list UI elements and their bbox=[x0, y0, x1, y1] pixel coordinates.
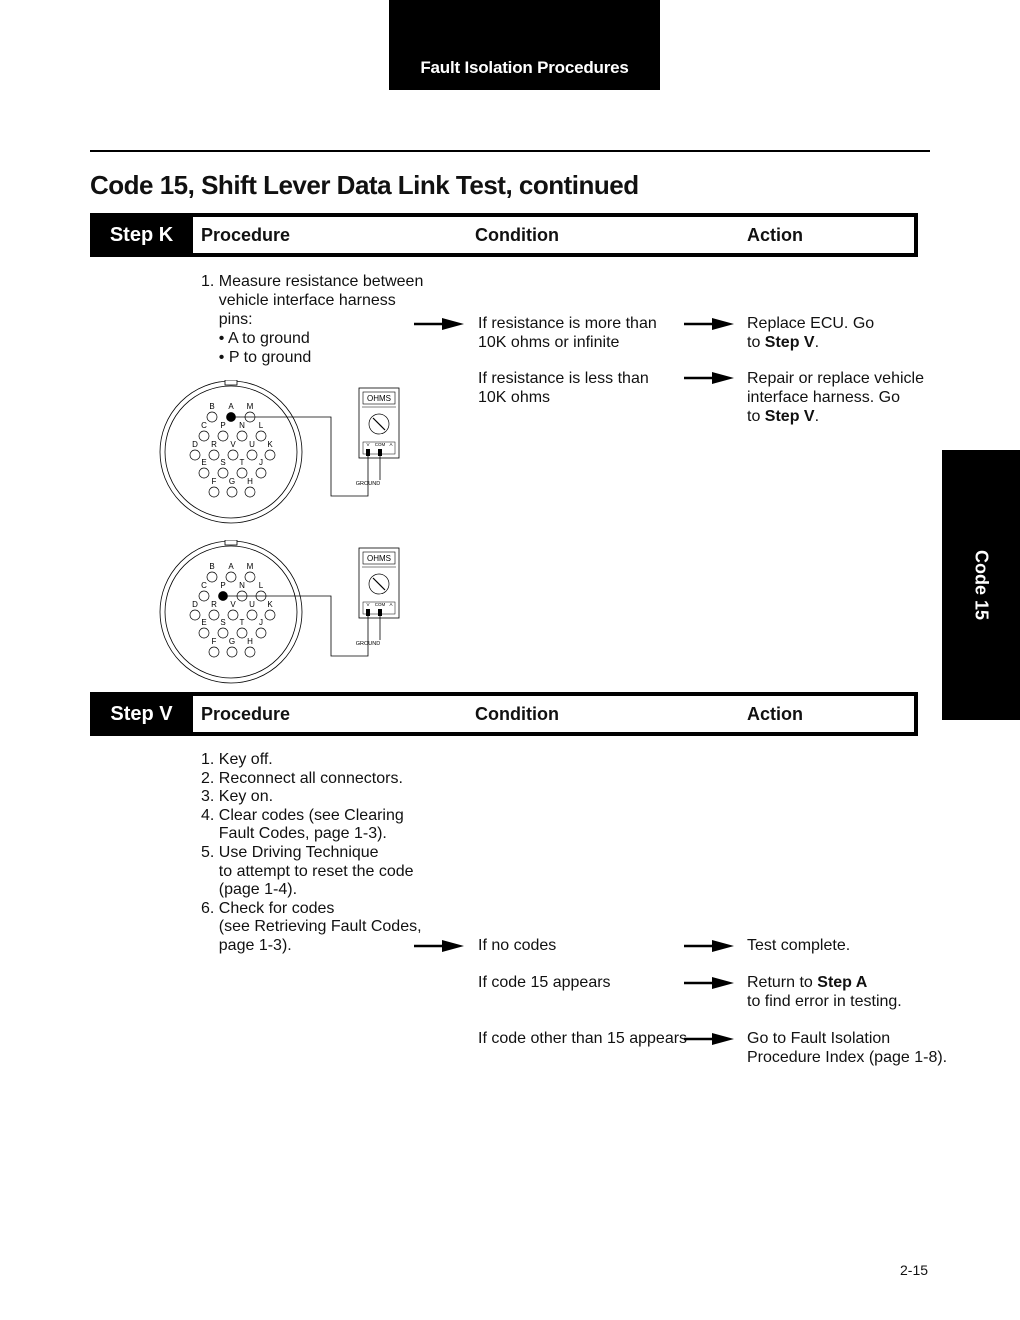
pin-label-p: P bbox=[220, 581, 226, 590]
connector-pin-h bbox=[245, 487, 255, 497]
probe-v-jack bbox=[366, 449, 370, 456]
pin-label-n: N bbox=[239, 581, 245, 590]
ohmmeter-label: OHMS bbox=[367, 394, 391, 403]
pin-label-f: F bbox=[211, 477, 217, 486]
terminal-com-label: COM bbox=[374, 602, 386, 607]
arrow-icon bbox=[684, 1033, 734, 1045]
step-v-condition-1: If no codes bbox=[478, 937, 557, 954]
pin-label-u: U bbox=[249, 600, 255, 609]
page-title: Code 15, Shift Lever Data Link Test, continued bbox=[90, 170, 639, 200]
pin-label-h: H bbox=[247, 637, 253, 646]
connector-diagram-p-to-ground bbox=[155, 540, 415, 685]
connector-pin-s bbox=[218, 628, 228, 638]
connector-pin-n bbox=[237, 431, 247, 441]
step-k-action-1-text: Replace ECU. Go to bbox=[747, 315, 875, 351]
connector-diagram-a-to-ground bbox=[155, 380, 415, 525]
step-v-header bbox=[90, 692, 918, 736]
connector-pin-k bbox=[265, 610, 275, 620]
pin-label-r: R bbox=[211, 440, 217, 449]
pin-label-g: G bbox=[228, 637, 236, 646]
connector-pin-e bbox=[199, 468, 209, 478]
connector-pin-l bbox=[256, 431, 266, 441]
pin-label-t: T bbox=[239, 458, 245, 467]
pin-label-e: E bbox=[201, 618, 207, 627]
connector-pin-m bbox=[245, 572, 255, 582]
pin-label-m: M bbox=[246, 402, 254, 411]
side-code-label: Code 15 bbox=[971, 549, 992, 621]
arrow-icon bbox=[684, 977, 734, 989]
pin-label-h: H bbox=[247, 477, 253, 486]
condition-column-header: Condition bbox=[475, 703, 559, 724]
connector-pin-g bbox=[227, 647, 237, 657]
connector-pin-e bbox=[199, 628, 209, 638]
pin-label-t: T bbox=[239, 618, 245, 627]
connector-pin-t bbox=[237, 628, 247, 638]
pin-label-c: C bbox=[201, 581, 207, 590]
step-v-action-3: Go to Fault Isolation Procedure Index (page 1-8). bbox=[747, 1030, 948, 1066]
connector-pin-f bbox=[209, 647, 219, 657]
pin-label-g: G bbox=[228, 477, 236, 486]
condition-column-header: Condition bbox=[475, 224, 559, 245]
pin-label-d: D bbox=[192, 600, 198, 609]
step-k-action-2-text: Repair or replace vehicle interface harness. Go to bbox=[747, 370, 924, 425]
pin-label-k: K bbox=[267, 600, 273, 609]
ground-label: GROUND bbox=[355, 481, 381, 487]
step-k-condition-2: If resistance is less than 10K ohms bbox=[478, 370, 649, 406]
connector-pin-d bbox=[190, 610, 200, 620]
pin-label-j: J bbox=[259, 458, 263, 467]
arrow-icon bbox=[414, 940, 464, 952]
terminal-com-label: COM bbox=[374, 442, 386, 447]
step-k-condition-1: If resistance is more than 10K ohms or infinite bbox=[478, 315, 657, 351]
page-number: 2-15 bbox=[900, 1262, 929, 1278]
connector-pin-t bbox=[237, 468, 247, 478]
connector-pin-d bbox=[190, 450, 200, 460]
step-k-header bbox=[90, 213, 918, 257]
connector-pin-p bbox=[219, 592, 228, 601]
pin-label-r: R bbox=[211, 600, 217, 609]
ohmmeter-label: OHMS bbox=[367, 554, 391, 563]
step-a-link[interactable]: Step A bbox=[817, 974, 868, 991]
step-v-condition-2: If code 15 appears bbox=[478, 974, 611, 991]
step-v-action-2 bbox=[747, 973, 902, 1011]
action-column-header: Action bbox=[747, 224, 803, 245]
step-v-procedure: 1. Key off. 2. Reconnect all connectors. 3. Key on. 4. Clear codes (see Clearing Fault Codes, page 1-3). 5. Use Driving Technique to attempt to reset the code (page 1-4). 6. Check for codes (see Retrieving Fault Codes, page 1-3). bbox=[201, 751, 422, 954]
connector-key bbox=[225, 380, 237, 385]
connector-pin-k bbox=[265, 450, 275, 460]
connector-pin-c bbox=[199, 591, 209, 601]
pin-label-s: S bbox=[220, 458, 226, 467]
step-k-procedure: 1. Measure resistance between vehicle interface harness pins: • A to ground • P to ground bbox=[201, 273, 424, 366]
connector-key bbox=[225, 540, 237, 545]
pin-label-j: J bbox=[259, 618, 263, 627]
procedure-column-header: Procedure bbox=[201, 224, 291, 245]
probe-com-jack bbox=[378, 449, 382, 456]
ground-label: GROUND bbox=[355, 641, 381, 647]
pin-label-b: B bbox=[209, 402, 215, 411]
step-k-action-2 bbox=[747, 369, 924, 426]
terminal-v-label: V bbox=[366, 602, 370, 607]
connector-pin-a bbox=[227, 413, 236, 422]
side-code-tab bbox=[942, 450, 1020, 720]
procedure-column-header: Procedure bbox=[201, 703, 291, 724]
connector-pin-g bbox=[227, 487, 237, 497]
step-k-action-1-end: . bbox=[814, 334, 820, 351]
connector-pin-u bbox=[247, 610, 257, 620]
pin-label-s: S bbox=[220, 618, 226, 627]
step-v-label: Step V bbox=[110, 702, 173, 725]
connector-pin-r bbox=[209, 450, 219, 460]
action-column-header: Action bbox=[747, 703, 803, 724]
step-v-condition-3: If code other than 15 appears bbox=[478, 1030, 688, 1047]
terminal-a-label: A bbox=[389, 442, 393, 447]
step-v-action-2-end: to find error in testing. bbox=[747, 993, 902, 1010]
section-header-label: Fault Isolation Procedures bbox=[420, 58, 629, 77]
terminal-a-label: A bbox=[389, 602, 393, 607]
arrow-icon bbox=[684, 318, 734, 330]
probe-v-jack bbox=[366, 609, 370, 616]
connector-pin-b bbox=[207, 412, 217, 422]
connector-pin-c bbox=[199, 431, 209, 441]
connector-pin-p bbox=[218, 431, 228, 441]
connector-pin-v bbox=[228, 450, 238, 460]
connector-pin-j bbox=[256, 468, 266, 478]
pin-label-a: A bbox=[228, 402, 234, 411]
connector-pin-a bbox=[226, 572, 236, 582]
probe-com-jack bbox=[378, 609, 382, 616]
pin-label-n: N bbox=[239, 421, 245, 430]
step-v-action-2-text: Return to bbox=[747, 974, 818, 991]
pin-label-f: F bbox=[211, 637, 217, 646]
title-rule bbox=[90, 150, 930, 152]
pin-label-a: A bbox=[228, 562, 234, 571]
terminal-v-label: V bbox=[366, 442, 370, 447]
connector-pin-v bbox=[228, 610, 238, 620]
step-v-link[interactable]: Step V bbox=[764, 334, 815, 351]
pin-label-v: V bbox=[230, 600, 236, 609]
pin-label-l: L bbox=[258, 581, 264, 590]
step-v-link[interactable]: Step V bbox=[764, 408, 815, 425]
arrow-icon bbox=[684, 372, 734, 384]
step-k-action-2-end: . bbox=[814, 408, 820, 425]
section-header-tab bbox=[389, 0, 660, 90]
pin-label-b: B bbox=[209, 562, 215, 571]
connector-pin-f bbox=[209, 487, 219, 497]
pin-label-v: V bbox=[230, 440, 236, 449]
connector-pin-h bbox=[245, 647, 255, 657]
arrow-icon bbox=[414, 318, 464, 330]
pin-label-l: L bbox=[258, 421, 264, 430]
connector-pin-b bbox=[207, 572, 217, 582]
connector-pin-j bbox=[256, 628, 266, 638]
pin-label-c: C bbox=[201, 421, 207, 430]
connector-pin-r bbox=[209, 610, 219, 620]
pin-label-k: K bbox=[267, 440, 273, 449]
pin-label-e: E bbox=[201, 458, 207, 467]
step-v-action-1: Test complete. bbox=[747, 937, 851, 954]
connector-pin-s bbox=[218, 468, 228, 478]
connector-pin-u bbox=[247, 450, 257, 460]
pin-label-m: M bbox=[246, 562, 254, 571]
step-k-action-1 bbox=[747, 314, 874, 352]
pin-label-u: U bbox=[249, 440, 255, 449]
step-k-label: Step K bbox=[109, 223, 174, 246]
pin-label-d: D bbox=[192, 440, 198, 449]
pin-label-p: P bbox=[220, 421, 226, 430]
arrow-icon bbox=[684, 940, 734, 952]
